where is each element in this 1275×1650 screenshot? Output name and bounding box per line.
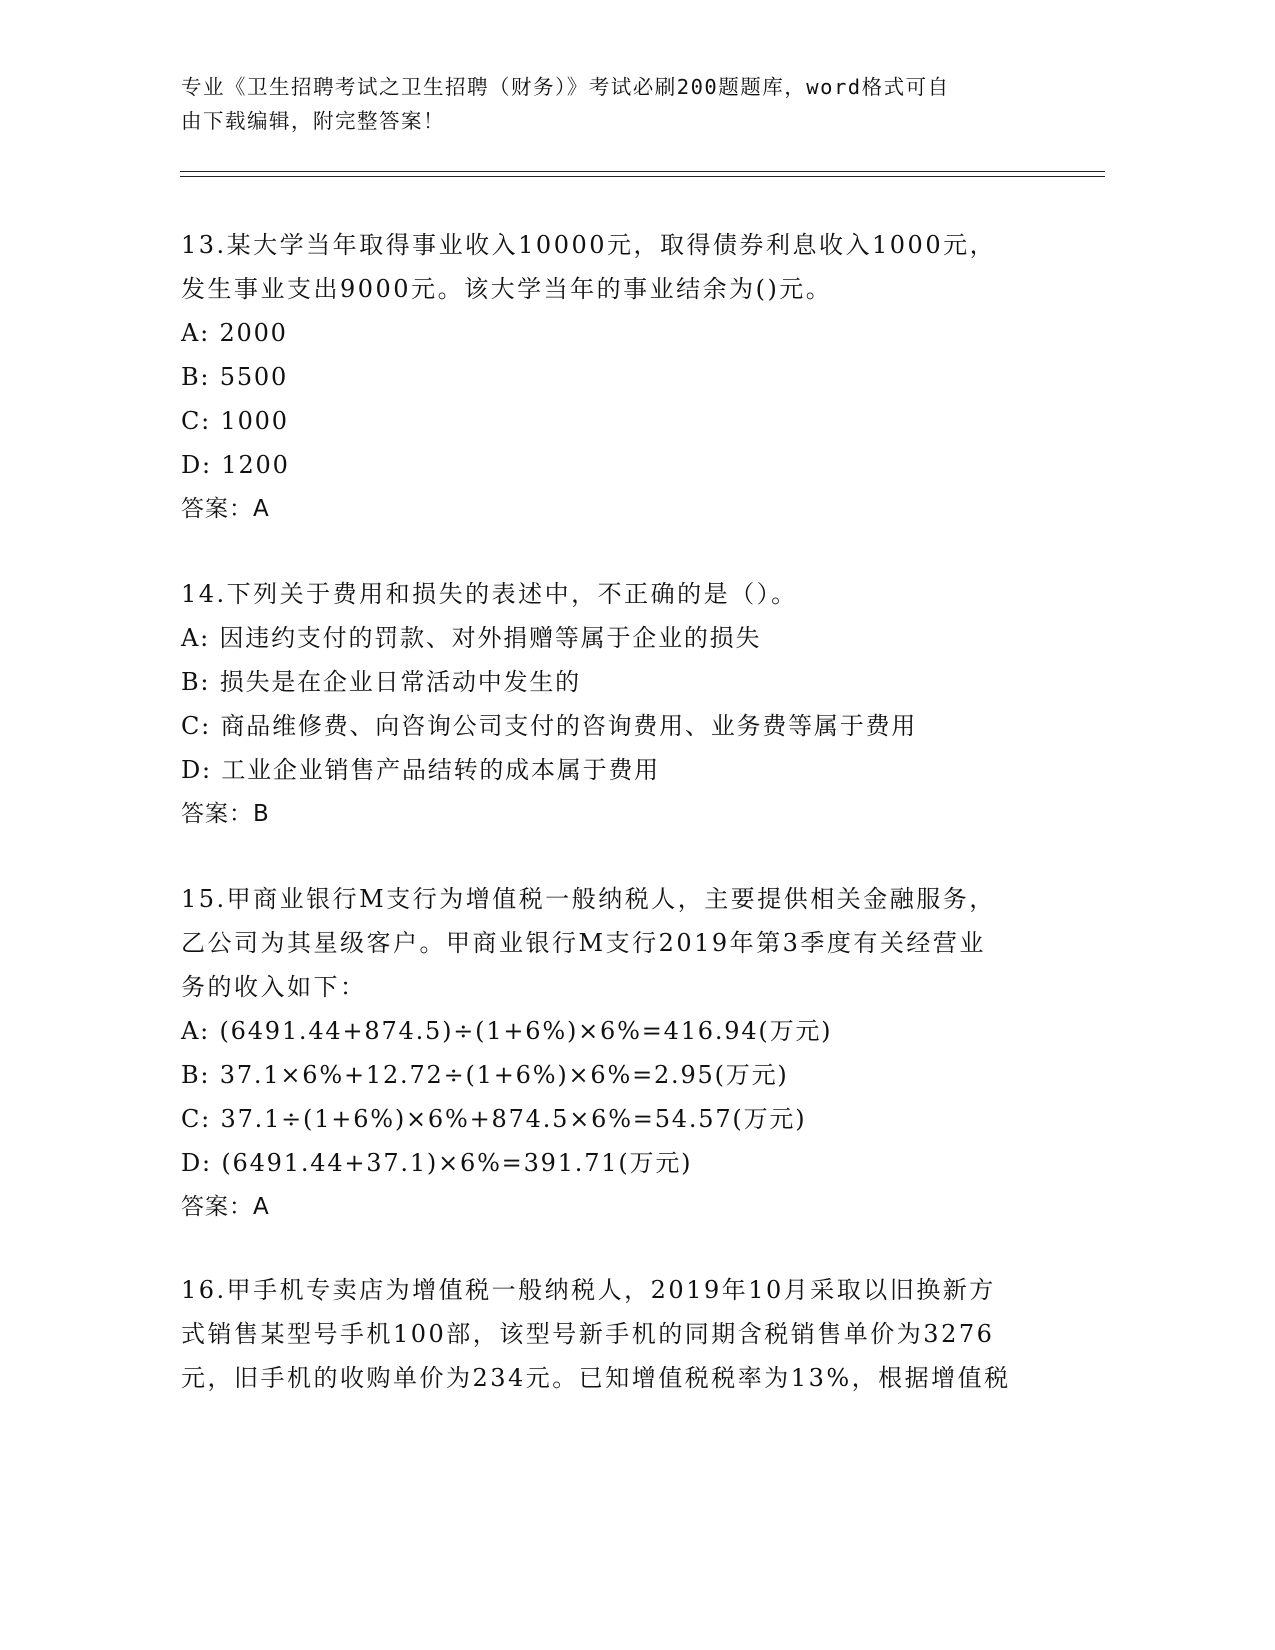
question-16	[181, 1268, 1051, 1400]
header-divider-bottom	[180, 176, 1105, 177]
option-key: A:	[181, 319, 211, 347]
header-title-line-2: 由下载编辑，附完整答案！	[181, 109, 445, 133]
option-text: 37.1÷(1+6%)×6%+874.5×6%=54.57(万元)	[220, 1105, 807, 1133]
option-key: D:	[181, 1149, 212, 1177]
header-divider-top	[180, 171, 1105, 172]
option-b	[181, 1053, 1051, 1097]
option-key: D:	[181, 451, 212, 479]
option-text: 损失是在企业日常活动中发生的	[219, 668, 581, 696]
option-c	[181, 704, 1051, 748]
option-b	[181, 355, 1051, 399]
option-key: B:	[181, 1061, 211, 1089]
question-stem-line: 元，旧手机的收购单价为234元。已知增值税税率为13%，根据增值税	[181, 1364, 1011, 1392]
option-a	[181, 616, 1051, 660]
header-title-line-1: 专业《卫生招聘考试之卫生招聘（财务）》考试必刷200题题库，word格式可自	[181, 75, 950, 99]
option-text: 2000	[219, 319, 288, 347]
option-text: 因违约支付的罚款、对外捐赠等属于企业的损失	[219, 624, 762, 652]
option-key: B:	[181, 668, 211, 696]
option-text: (6491.44+37.1)×6%=391.71(万元)	[221, 1149, 693, 1177]
option-text: 工业企业销售产品结转的成本属于费用	[221, 756, 660, 784]
option-text: 37.1×6%+12.72÷(1+6%)×6%=2.95(万元)	[219, 1061, 789, 1089]
option-key: C:	[181, 407, 212, 435]
option-key: C:	[181, 1105, 212, 1133]
option-key: D:	[181, 756, 212, 784]
option-a	[181, 1009, 1051, 1053]
option-text: 1000	[220, 407, 289, 435]
option-c	[181, 1097, 1051, 1141]
option-text: 商品维修费、向咨询公司支付的咨询费用、业务费等属于费用	[220, 712, 918, 740]
question-15	[181, 877, 1051, 1229]
option-key: C:	[181, 712, 212, 740]
option-text: (6491.44+874.5)÷(1+6%)×6%=416.94(万元)	[219, 1017, 833, 1045]
option-key: A:	[181, 624, 211, 652]
question-stem-line: 13.某大学当年取得事业收入10000元，取得债券利息收入1000元，	[181, 231, 997, 259]
question-stem-line: 15.甲商业银行M支行为增值税一般纳税人，主要提供相关金融服务，	[181, 885, 996, 913]
answer-line: 答案：A	[181, 496, 270, 522]
question-stem-line: 16.甲手机专卖店为增值税一般纳税人，2019年10月采取以旧换新方	[181, 1276, 996, 1304]
option-key: A:	[181, 1017, 211, 1045]
question-stem-line: 14.下列关于费用和损失的表述中，不正确的是（）。	[181, 580, 798, 608]
option-c	[181, 399, 1051, 443]
option-d	[181, 748, 1051, 792]
option-d	[181, 443, 1051, 487]
question-13	[181, 223, 1051, 531]
question-stem-line: 乙公司为其星级客户。甲商业银行M支行2019年第3季度有关经营业	[181, 929, 986, 957]
option-key: B:	[181, 363, 211, 391]
question-14	[181, 572, 1051, 836]
option-d	[181, 1141, 1051, 1185]
question-stem-line: 发生事业支出9000元。该大学当年的事业结余为()元。	[181, 275, 833, 303]
answer-line: 答案：A	[181, 1194, 270, 1220]
question-stem-line: 务的收入如下：	[181, 973, 367, 1001]
option-text: 1200	[221, 451, 290, 479]
option-text: 5500	[219, 363, 289, 391]
answer-line: 答案：B	[181, 801, 270, 827]
option-b	[181, 660, 1051, 704]
option-a	[181, 311, 1051, 355]
question-stem-line: 式销售某型号手机100部，该型号新手机的同期含税销售单价为3276	[181, 1320, 995, 1348]
document-header	[181, 70, 1041, 138]
